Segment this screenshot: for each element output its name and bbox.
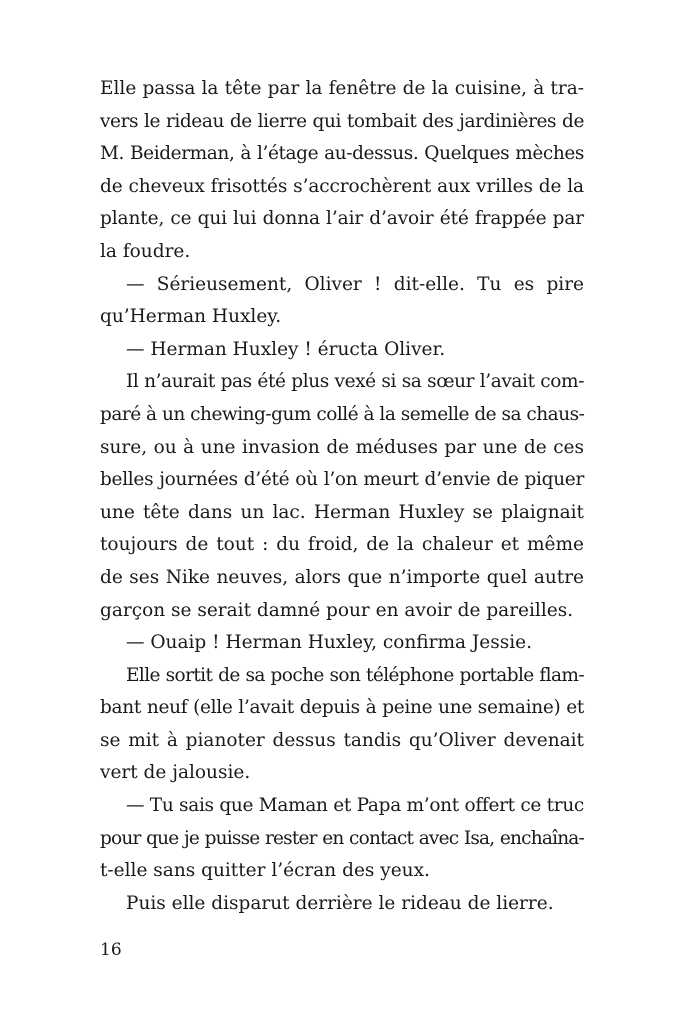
text-line: Il n’aurait pas été plus vexé si sa sœur l’avait com- xyxy=(126,371,584,393)
text-line: paré à un chewing-gum collé à la semelle de sa chaus- xyxy=(100,403,585,425)
text-line: Elle sortit de sa poche son téléphone portable flam- xyxy=(126,664,584,686)
text-line: t-elle sans quitter l’écran des yeux. xyxy=(100,860,430,882)
text-line: Elle passa la tête par la fenêtre de la cuisine, à tra- xyxy=(100,78,584,99)
text-line: belles journées d’été où l’on meurt d’envie de piquer xyxy=(100,469,584,491)
text-line: sure, ou à une invasion de méduses par une de ces xyxy=(100,436,584,458)
text-line: plante, ce qui lui donna l’air d’avoir été frappée par xyxy=(100,208,584,230)
page-number: 16 xyxy=(100,940,122,960)
text-line: — Herman Huxley ! éructa Oliver. xyxy=(126,338,446,360)
text-line: Puis elle disparut derrière le rideau de lierre. xyxy=(126,892,554,914)
text-line: — Ouaip ! Herman Huxley, confirma Jessie. xyxy=(126,632,532,654)
text-line: de ses Nike neuves, alors que n’importe quel autre xyxy=(100,566,584,588)
text-line: vers le rideau de lierre qui tombait des jardinières de xyxy=(100,110,584,132)
text-line: la foudre. xyxy=(100,240,191,262)
text-line: toujours de tout : du froid, de la chaleur et même xyxy=(100,534,584,556)
text-line: pour que je puisse rester en contact avec Isa, enchaîna- xyxy=(100,827,584,849)
text-line: bant neuf (elle l’avait depuis à peine une semaine) et xyxy=(100,697,584,719)
text-line: se mit à pianoter dessus tandis qu’Oliver devenait xyxy=(100,729,584,751)
text-line: garçon se serait damné pour en avoir de pareilles. xyxy=(100,599,574,621)
text-line: vert de jalousie. xyxy=(100,762,251,784)
text-line: qu’Herman Huxley. xyxy=(100,306,282,328)
text-line: — Tu sais que Maman et Papa m’ont offert ce truc xyxy=(126,795,584,817)
text-line: de cheveux frisottés s’accrochèrent aux vrilles de la xyxy=(100,175,584,197)
body-text xyxy=(100,73,584,920)
text-line: M. Beiderman, à l’étage au-dessus. Quelques mèches xyxy=(100,143,584,165)
text-line: une tête dans un lac. Herman Huxley se plaignait xyxy=(100,501,584,523)
text-line: — Sérieusement, Oliver ! dit-elle. Tu es pire xyxy=(126,273,584,295)
